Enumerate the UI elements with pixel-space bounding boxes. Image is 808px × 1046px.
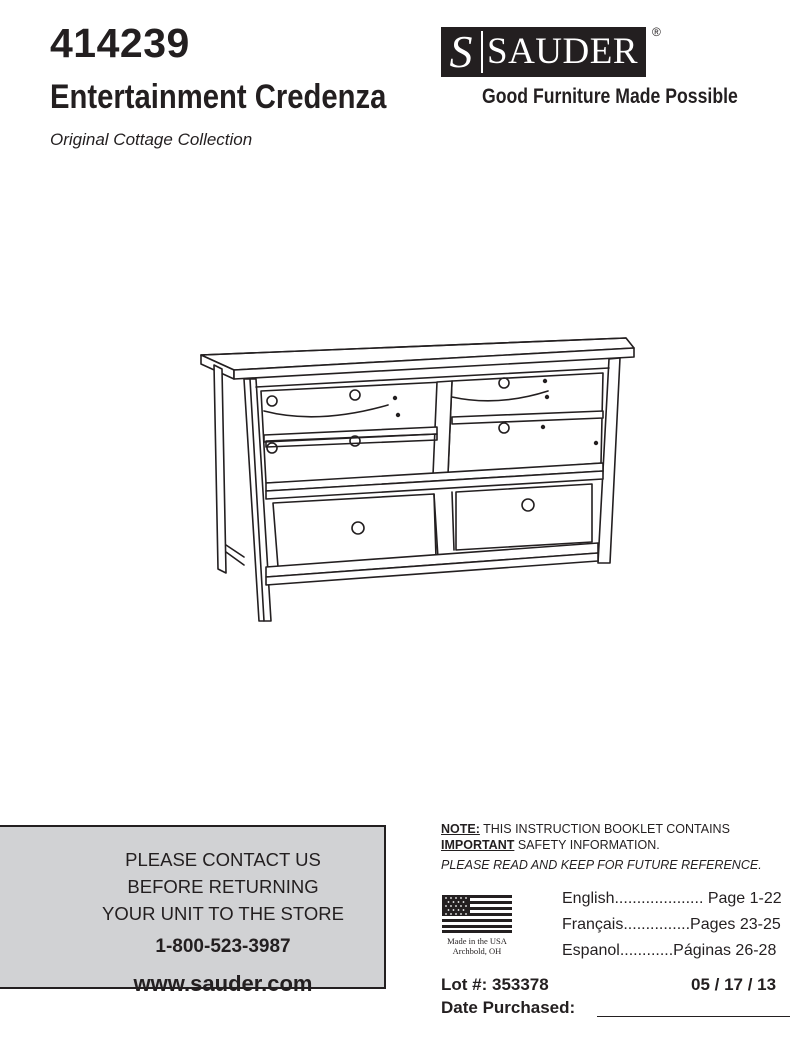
made-location-line: Archbold, OH xyxy=(452,946,502,956)
product-name: Entertainment Credenza xyxy=(50,78,387,116)
registered-mark: ® xyxy=(652,25,661,39)
contact-line-3: YOUR UNIT TO THE STORE xyxy=(102,903,344,924)
contact-box xyxy=(0,825,386,996)
toc-english: English.................... Page 1-22 xyxy=(562,890,782,907)
contact-website: www.sauder.com xyxy=(133,971,313,996)
note-important: IMPORTANT xyxy=(441,838,515,852)
note-text-2: SAFETY INFORMATION. xyxy=(514,838,660,852)
logo-wordmark: SAUDER xyxy=(487,31,639,72)
credenza-illustration xyxy=(198,335,638,625)
print-date: 05 / 17 / 13 xyxy=(691,975,777,994)
date-purchased-label: Date Purchased: xyxy=(441,998,576,1017)
safety-note xyxy=(441,821,730,853)
date-purchased-blank xyxy=(597,1016,790,1017)
collection-name: Original Cottage Collection xyxy=(50,130,253,149)
logo-box xyxy=(441,27,646,77)
logo-s-mark: S xyxy=(449,26,473,77)
note-label: NOTE: xyxy=(441,822,480,836)
toc-spanish: Espanol............Páginas 26-28 xyxy=(562,942,777,959)
contact-phone: 1-800-523-3987 xyxy=(155,936,291,957)
contact-line-2: BEFORE RETURNING xyxy=(127,876,319,897)
made-in-usa-line: Made in the USA xyxy=(447,936,507,946)
toc-french: Français...............Pages 23-25 xyxy=(562,916,781,933)
keep-reference-note: PLEASE READ AND KEEP FOR FUTURE REFERENCE. xyxy=(441,858,762,872)
contact-line-1: PLEASE CONTACT US xyxy=(125,849,321,870)
brand-tagline: Good Furniture Made Possible xyxy=(482,85,738,108)
logo-divider xyxy=(481,31,483,73)
made-in-usa xyxy=(436,936,518,956)
sauder-logo xyxy=(441,27,671,79)
product-number: 414239 xyxy=(50,20,190,66)
note-text-1: THIS INSTRUCTION BOOKLET CONTAINS xyxy=(479,822,730,836)
us-flag-icon xyxy=(442,895,512,933)
lot-number: Lot #: 353378 xyxy=(441,975,549,994)
